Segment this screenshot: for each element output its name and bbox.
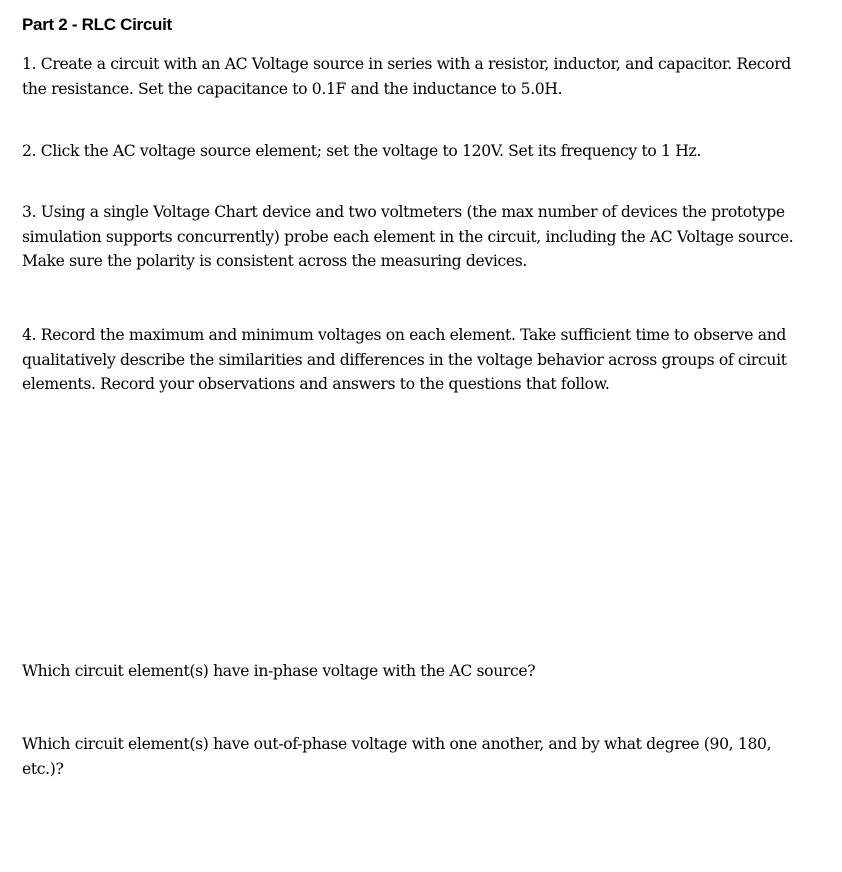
section-title: Part 2 - RLC Circuit (22, 15, 172, 34)
question-in-phase: Which circuit element(s) have in-phase voltage with the AC source? (22, 662, 536, 680)
question-out-of-phase: Which circuit element(s) have out-of-phase voltage with one another, and by what degree (90, 180, etc.)? (22, 735, 772, 778)
step-4-paragraph: 4. Record the maximum and minimum voltages on each element. Take sufficient time to observe and qualitatively describe the similarities and differences in the voltage behavior across groups of circuit elements. Record your observations and answers to the questions that follow. (22, 326, 787, 393)
step-3-paragraph: 3. Using a single Voltage Chart device and two voltmeters (the max number of devices the prototype simulation supports concurrently) probe each element in the circuit, including the AC Voltage source. Make sure the polarity is consistent across the measuring devices. (22, 203, 794, 270)
step-2-paragraph: 2. Click the AC voltage source element; set the voltage to 120V. Set its frequency to 1 Hz. (22, 142, 701, 160)
step-1-paragraph: 1. Create a circuit with an AC Voltage source in series with a resistor, inductor, and capacitor. Record the resistance. Set the capacitance to 0.1F and the inductance to 5.0H. (22, 55, 791, 98)
